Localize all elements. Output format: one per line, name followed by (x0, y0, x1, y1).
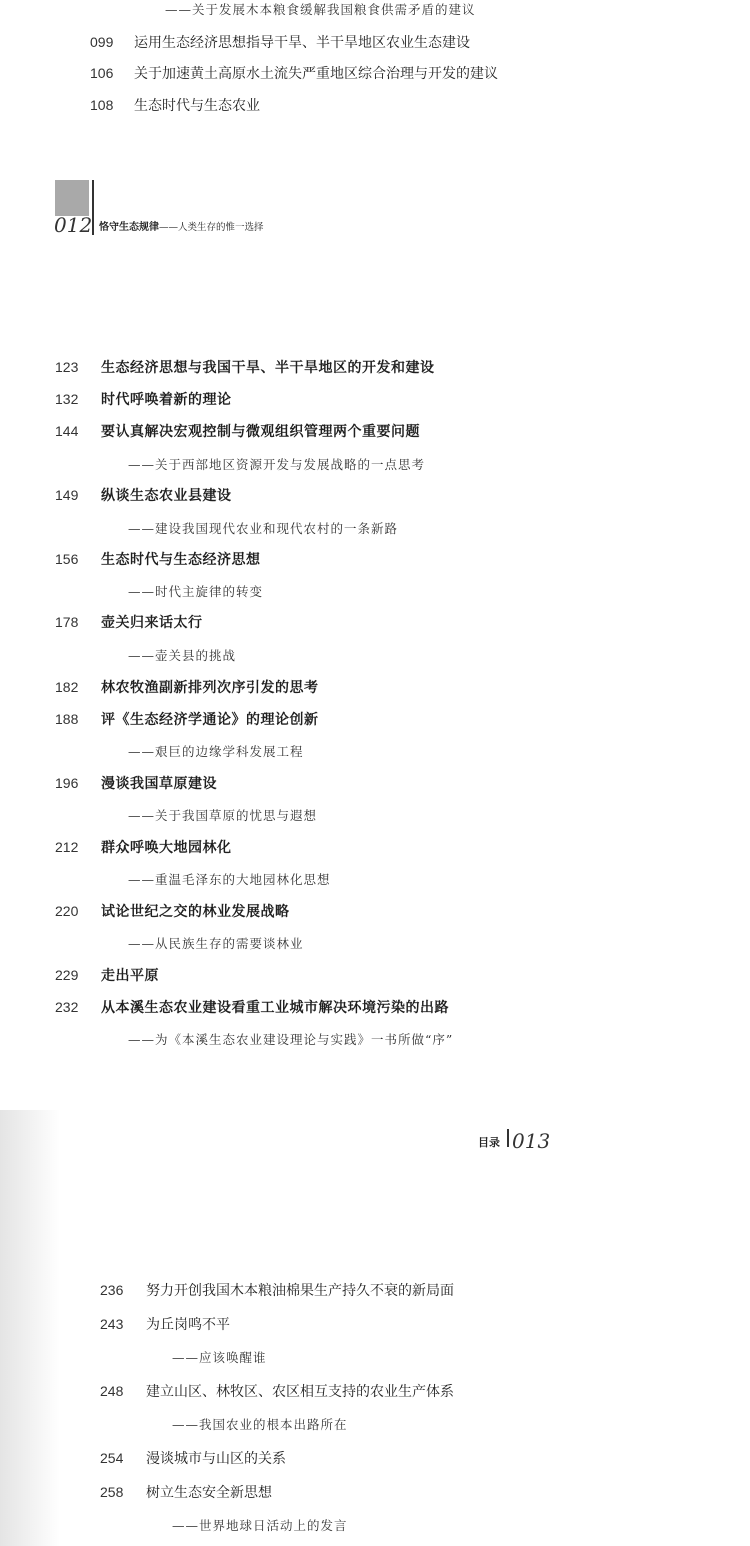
toc-entry (90, 95, 260, 115)
running-head-title: 恪守生态规律 (99, 222, 159, 233)
toc-entry (55, 901, 290, 921)
toc-entry-title: 关于加速黄土高原水土流失严重地区综合治理与开发的建议 (134, 66, 498, 82)
toc-page-012 (0, 175, 750, 1045)
toc-entry-subtitle: ——应该唤醒谁 (172, 1350, 267, 1365)
toc-entry (55, 357, 435, 377)
toc-page-number: 212 (55, 839, 79, 855)
toc-entry-subtitle: ——我国农业的根本出路所在 (172, 1417, 348, 1432)
toc-page-number: 258 (100, 1484, 124, 1500)
toc-entry-title: 生态经济思想与我国干旱、半干旱地区的开发和建设 (101, 360, 435, 376)
toc-page-013 (0, 1110, 750, 1546)
toc-entry-subtitle: ——建设我国现代农业和现代农村的一条新路 (128, 521, 399, 536)
toc-page-number: 108 (90, 97, 114, 113)
toc-entry-subtitle: ——关于西部地区资源开发与发展战略的一点思考 (128, 457, 426, 472)
toc-entry (100, 1448, 286, 1468)
toc-entry (55, 965, 159, 985)
toc-entry (100, 1381, 454, 1401)
toc-entry-title: 评《生态经济学通论》的理论创新 (101, 712, 319, 728)
toc-entry-subtitle: ——艰巨的边缘学科发展工程 (128, 744, 304, 759)
header-divider (92, 180, 94, 235)
toc-entry-subtitle: ——世界地球日活动上的发言 (172, 1518, 348, 1533)
page-gutter-shadow (0, 1110, 60, 1546)
toc-entry-title: 运用生态经济思想指导干旱、半干旱地区农业生态建设 (134, 35, 470, 51)
toc-page-number: 229 (55, 967, 79, 983)
toc-page-number: 106 (90, 65, 114, 81)
toc-page-number: 182 (55, 679, 79, 695)
toc-entry-subtitle: ——时代主旋律的转变 (128, 584, 264, 599)
toc-page-number: 220 (55, 903, 79, 919)
toc-page-number: 236 (100, 1282, 124, 1298)
toc-entry (100, 1482, 272, 1502)
toc-entry-title: 树立生态安全新思想 (146, 1485, 272, 1501)
toc-entry (55, 549, 261, 569)
toc-page-number: 123 (55, 359, 79, 375)
toc-entry-title: 漫谈我国草原建设 (101, 776, 217, 792)
toc-entry (55, 485, 232, 505)
toc-page-number: 178 (55, 614, 79, 630)
toc-entry (55, 709, 319, 729)
toc-entry (90, 32, 470, 52)
toc-page-number: 188 (55, 711, 79, 727)
header-divider (507, 1129, 509, 1147)
toc-entry-title: 漫谈城市与山区的关系 (146, 1451, 286, 1467)
toc-page-number: 254 (100, 1450, 124, 1466)
toc-entry (90, 63, 498, 83)
toc-page-number: 156 (55, 551, 79, 567)
toc-entry-title: 建立山区、林牧区、农区相互支持的农业生产体系 (146, 1384, 454, 1400)
running-head-subtitle: ——人类生存的惟一选择 (159, 222, 264, 233)
toc-page-number: 248 (100, 1383, 124, 1399)
toc-page-number: 149 (55, 487, 79, 503)
toc-entry-title: 试论世纪之交的林业发展战略 (101, 904, 290, 920)
toc-entry (55, 612, 203, 632)
toc-entry-title: 为丘岗鸣不平 (146, 1317, 230, 1333)
toc-entry (55, 677, 319, 697)
toc-entry (100, 1314, 230, 1334)
toc-entry-title: 走出平原 (101, 968, 159, 984)
toc-entry-title: 壶关归来话太行 (101, 615, 203, 631)
toc-entry-title: 从本溪生态农业建设看重工业城市解决环境污染的出路 (101, 1000, 449, 1016)
page-number: 013 (512, 1129, 551, 1153)
toc-entry-title: 努力开创我国木本粮油棉果生产持久不衰的新局面 (146, 1283, 454, 1299)
toc-page-number: 243 (100, 1316, 124, 1332)
toc-page-number: 232 (55, 999, 79, 1015)
toc-entry-subtitle: ——关于发展木本粮食缓解我国粮食供需矛盾的建议 (165, 2, 476, 17)
toc-page-number: 196 (55, 775, 79, 791)
toc-entry-title: 纵谈生态农业县建设 (101, 488, 232, 504)
toc-entry (55, 837, 232, 857)
toc-entry-title: 林农牧渔副新排列次序引发的思考 (101, 680, 319, 696)
toc-entry (55, 389, 232, 409)
toc-entry (100, 1280, 454, 1300)
toc-entry-title: 时代呼唤着新的理论 (101, 392, 232, 408)
toc-entry-subtitle: ——为《本溪生态农业建设理论与实践》一书所做“序” (128, 1032, 454, 1047)
toc-entry-subtitle: ——壶关县的挑战 (128, 648, 237, 663)
toc-entry-title: 生态时代与生态经济思想 (101, 552, 261, 568)
toc-entry-subtitle: ——关于我国草原的忧思与遐想 (128, 808, 318, 823)
toc-page-number: 144 (55, 423, 79, 439)
toc-page-number: 132 (55, 391, 79, 407)
running-head: 目录 (478, 1136, 500, 1149)
toc-entry (55, 773, 217, 793)
running-head (99, 218, 264, 233)
toc-entry (55, 997, 449, 1017)
toc-entry-title: 要认真解决宏观控制与微观组织管理两个重要问题 (101, 424, 420, 440)
page-header-decoration (55, 180, 89, 216)
toc-page-number: 099 (90, 34, 114, 50)
toc-entry-title: 群众呼唤大地园林化 (101, 840, 232, 856)
toc-entry (55, 421, 420, 441)
toc-entry-title: 生态时代与生态农业 (134, 98, 260, 114)
toc-entry-subtitle: ——从民族生存的需要谈林业 (128, 936, 304, 951)
page-number: 012 (54, 213, 93, 237)
toc-entry-subtitle: ——重温毛泽东的大地园林化思想 (128, 872, 331, 887)
toc-top-section (0, 0, 750, 140)
